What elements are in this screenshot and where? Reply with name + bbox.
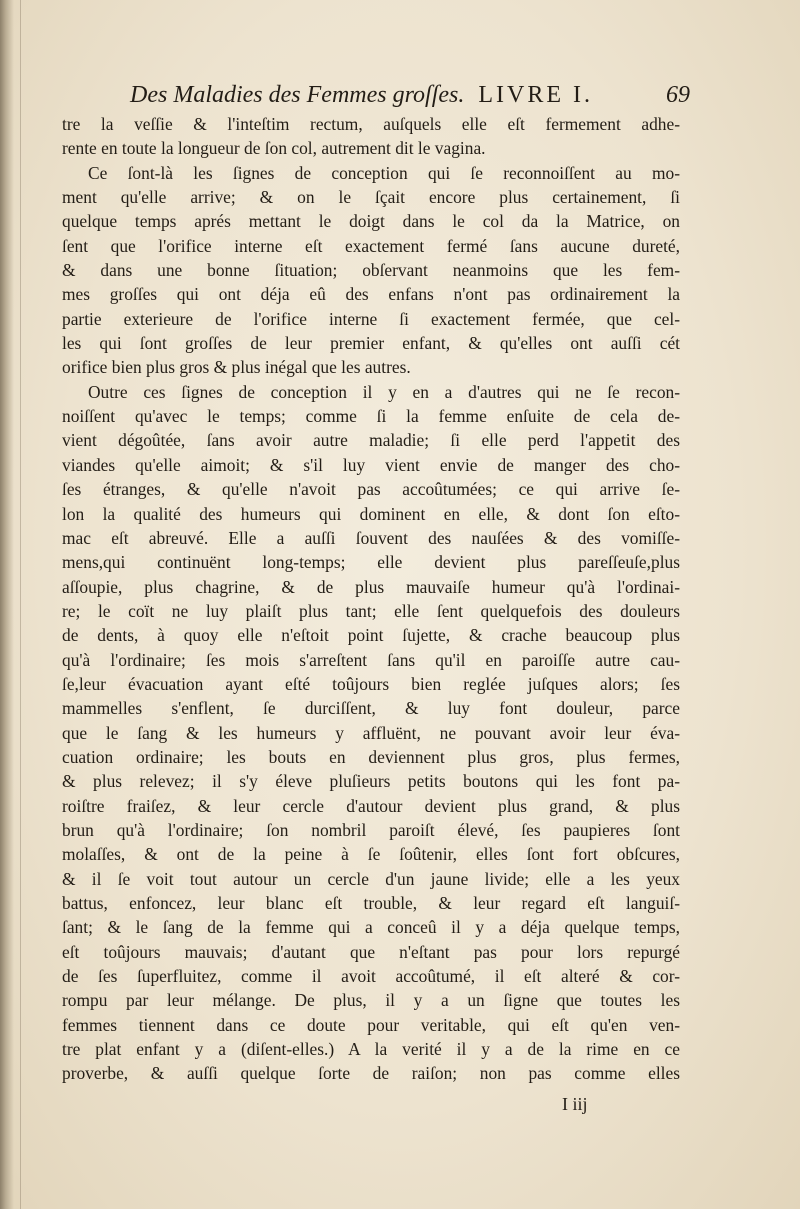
- text-line: mac eſt abreuvé. Elle a auſſi ſouvent des nauſées & des vomiſſe-: [62, 527, 680, 548]
- text-line: ſent que l'orifice interne eſt exactement fermé ſans aucune dureté,: [62, 235, 680, 256]
- text-line: vient dégoûtée, ſans avoir autre maladie; ſi elle perd l'appetit des: [62, 430, 680, 451]
- text-line: viandes qu'elle aimoit; & s'il luy vient envie de manger des cho-: [62, 454, 680, 475]
- paragraph-start-line: Outre ces ſignes de conception il y en a d'autres qui ne ſe recon-: [88, 381, 680, 402]
- text-line: femmes tiennent dans ce doute pour veritable, qui eſt qu'en ven-: [62, 1014, 680, 1035]
- paragraph-start-line: Ce ſont-là les ſignes de conception qui ſe reconnoiſſent au mo-: [88, 162, 680, 183]
- text-line: quelque temps aprés mettant le doigt dans le col da la Matrice, on: [62, 211, 680, 232]
- text-line: mammelles s'enflent, ſe durciſſent, & luy font douleur, parce: [62, 698, 680, 719]
- text-line: partie exterieure de l'orifice interne ſi exactement fermée, que cel-: [62, 308, 680, 329]
- binding-shadow: [0, 0, 14, 1209]
- binding-crease: [20, 0, 21, 1209]
- page-number: 69: [666, 82, 690, 108]
- text-line: cuation ordinaire; les bouts en deviennent plus gros, plus fermes,: [62, 746, 680, 767]
- text-line: ſe,leur évacuation ayant eſté toûjours bien reglée juſques alors; ſes: [62, 673, 680, 694]
- running-title: Des Maladies des Femmes groſſes.: [130, 82, 465, 108]
- running-header: [130, 82, 690, 116]
- text-line: orifice bien plus gros & plus inégal que les autres.: [62, 357, 411, 378]
- text-line: mes groſſes qui ont déja eû des enfans n'ont pas ordinairement la: [62, 284, 680, 305]
- book-number: LIVRE I.: [478, 82, 594, 108]
- text-line: roiſtre fraiſez, & leur cercle d'autour devient plus grand, & plus: [62, 795, 680, 816]
- text-line: de dents, à quoy elle n'eſtoit point ſujette, & crache beaucoup plus: [62, 625, 680, 646]
- text-line: de ſes ſuperfluitez, comme il avoit accoûtumé, il eſt alteré & cor-: [62, 966, 680, 987]
- text-line: que le ſang & les humeurs y affluënt, ne pouvant avoir leur éva-: [62, 722, 680, 743]
- text-line: rente en toute la longueur de ſon col, autrement dit le vagina.: [62, 138, 486, 159]
- text-line: re; le coït ne luy plaiſt plus tant; elle ſent quelquefois des douleurs: [62, 600, 680, 621]
- text-line: mens,qui continuënt long-temps; elle devient plus pareſſeuſe,plus: [62, 552, 680, 573]
- text-line: & il ſe voit tout autour un cercle d'un jaune livide; elle a les yeux: [62, 868, 680, 889]
- text-line: eſt toûjours mauvais; d'autant que n'eſtant pas pour lors repurgé: [62, 941, 680, 962]
- text-line: ment qu'elle arrive; & on le ſçait encore plus certainement, ſi: [62, 187, 680, 208]
- text-line: tre la veſſie & l'inteſtim rectum, auſquels elle eſt fermement adhe-: [62, 114, 680, 134]
- text-line: & plus relevez; il s'y éleve pluſieurs petits boutons qui les font pa-: [62, 771, 680, 792]
- body-text: [62, 112, 680, 1086]
- signature-mark: I iij: [562, 1094, 588, 1114]
- text-line: tre plat enfant y a (diſent-elles.) A la verité il y a de la rime en ce: [62, 1039, 680, 1060]
- text-line: noiſſent qu'avec le temps; comme ſi la femme enſuite de cela de-: [62, 406, 680, 427]
- text-line: ſant; & le ſang de la femme qui a conceû il y a déja quelque temps,: [62, 917, 680, 938]
- text-line: rompu par leur mélange. De plus, il y a un ſigne que toutes les: [62, 990, 680, 1011]
- text-line: lon la qualité des humeurs qui dominent en elle, & dont ſon eſto-: [62, 503, 680, 524]
- text-line: ſes étranges, & qu'elle n'avoit pas accoûtumées; ce qui arrive ſe-: [62, 479, 680, 500]
- text-line: & dans une bonne ſituation; obſervant neanmoins que les fem-: [62, 260, 680, 281]
- text-line: proverbe, & auſſi quelque ſorte de raiſon; non pas comme elles: [62, 1063, 680, 1084]
- text-line: battus, enfoncez, leur blanc eſt trouble, & leur regard eſt languiſ-: [62, 893, 680, 913]
- text-line: molaſſes, & ont de la peine à ſe ſoûtenir, elles ſont fort obſcures,: [62, 844, 680, 865]
- text-line: aſſoupie, plus chagrine, & de plus mauvaiſe humeur qu'à l'ordinai-: [62, 576, 680, 597]
- text-line: brun qu'à l'ordinaire; ſon nombril paroiſt élevé, ſes paupieres ſont: [62, 819, 680, 840]
- text-line: qu'à l'ordinaire; ſes mois s'arreſtent ſans qu'il en paroiſſe autre cau-: [62, 649, 680, 670]
- text-line: les qui ſont groſſes de leur premier enfant, & qu'elles ont auſſi cét: [62, 333, 680, 354]
